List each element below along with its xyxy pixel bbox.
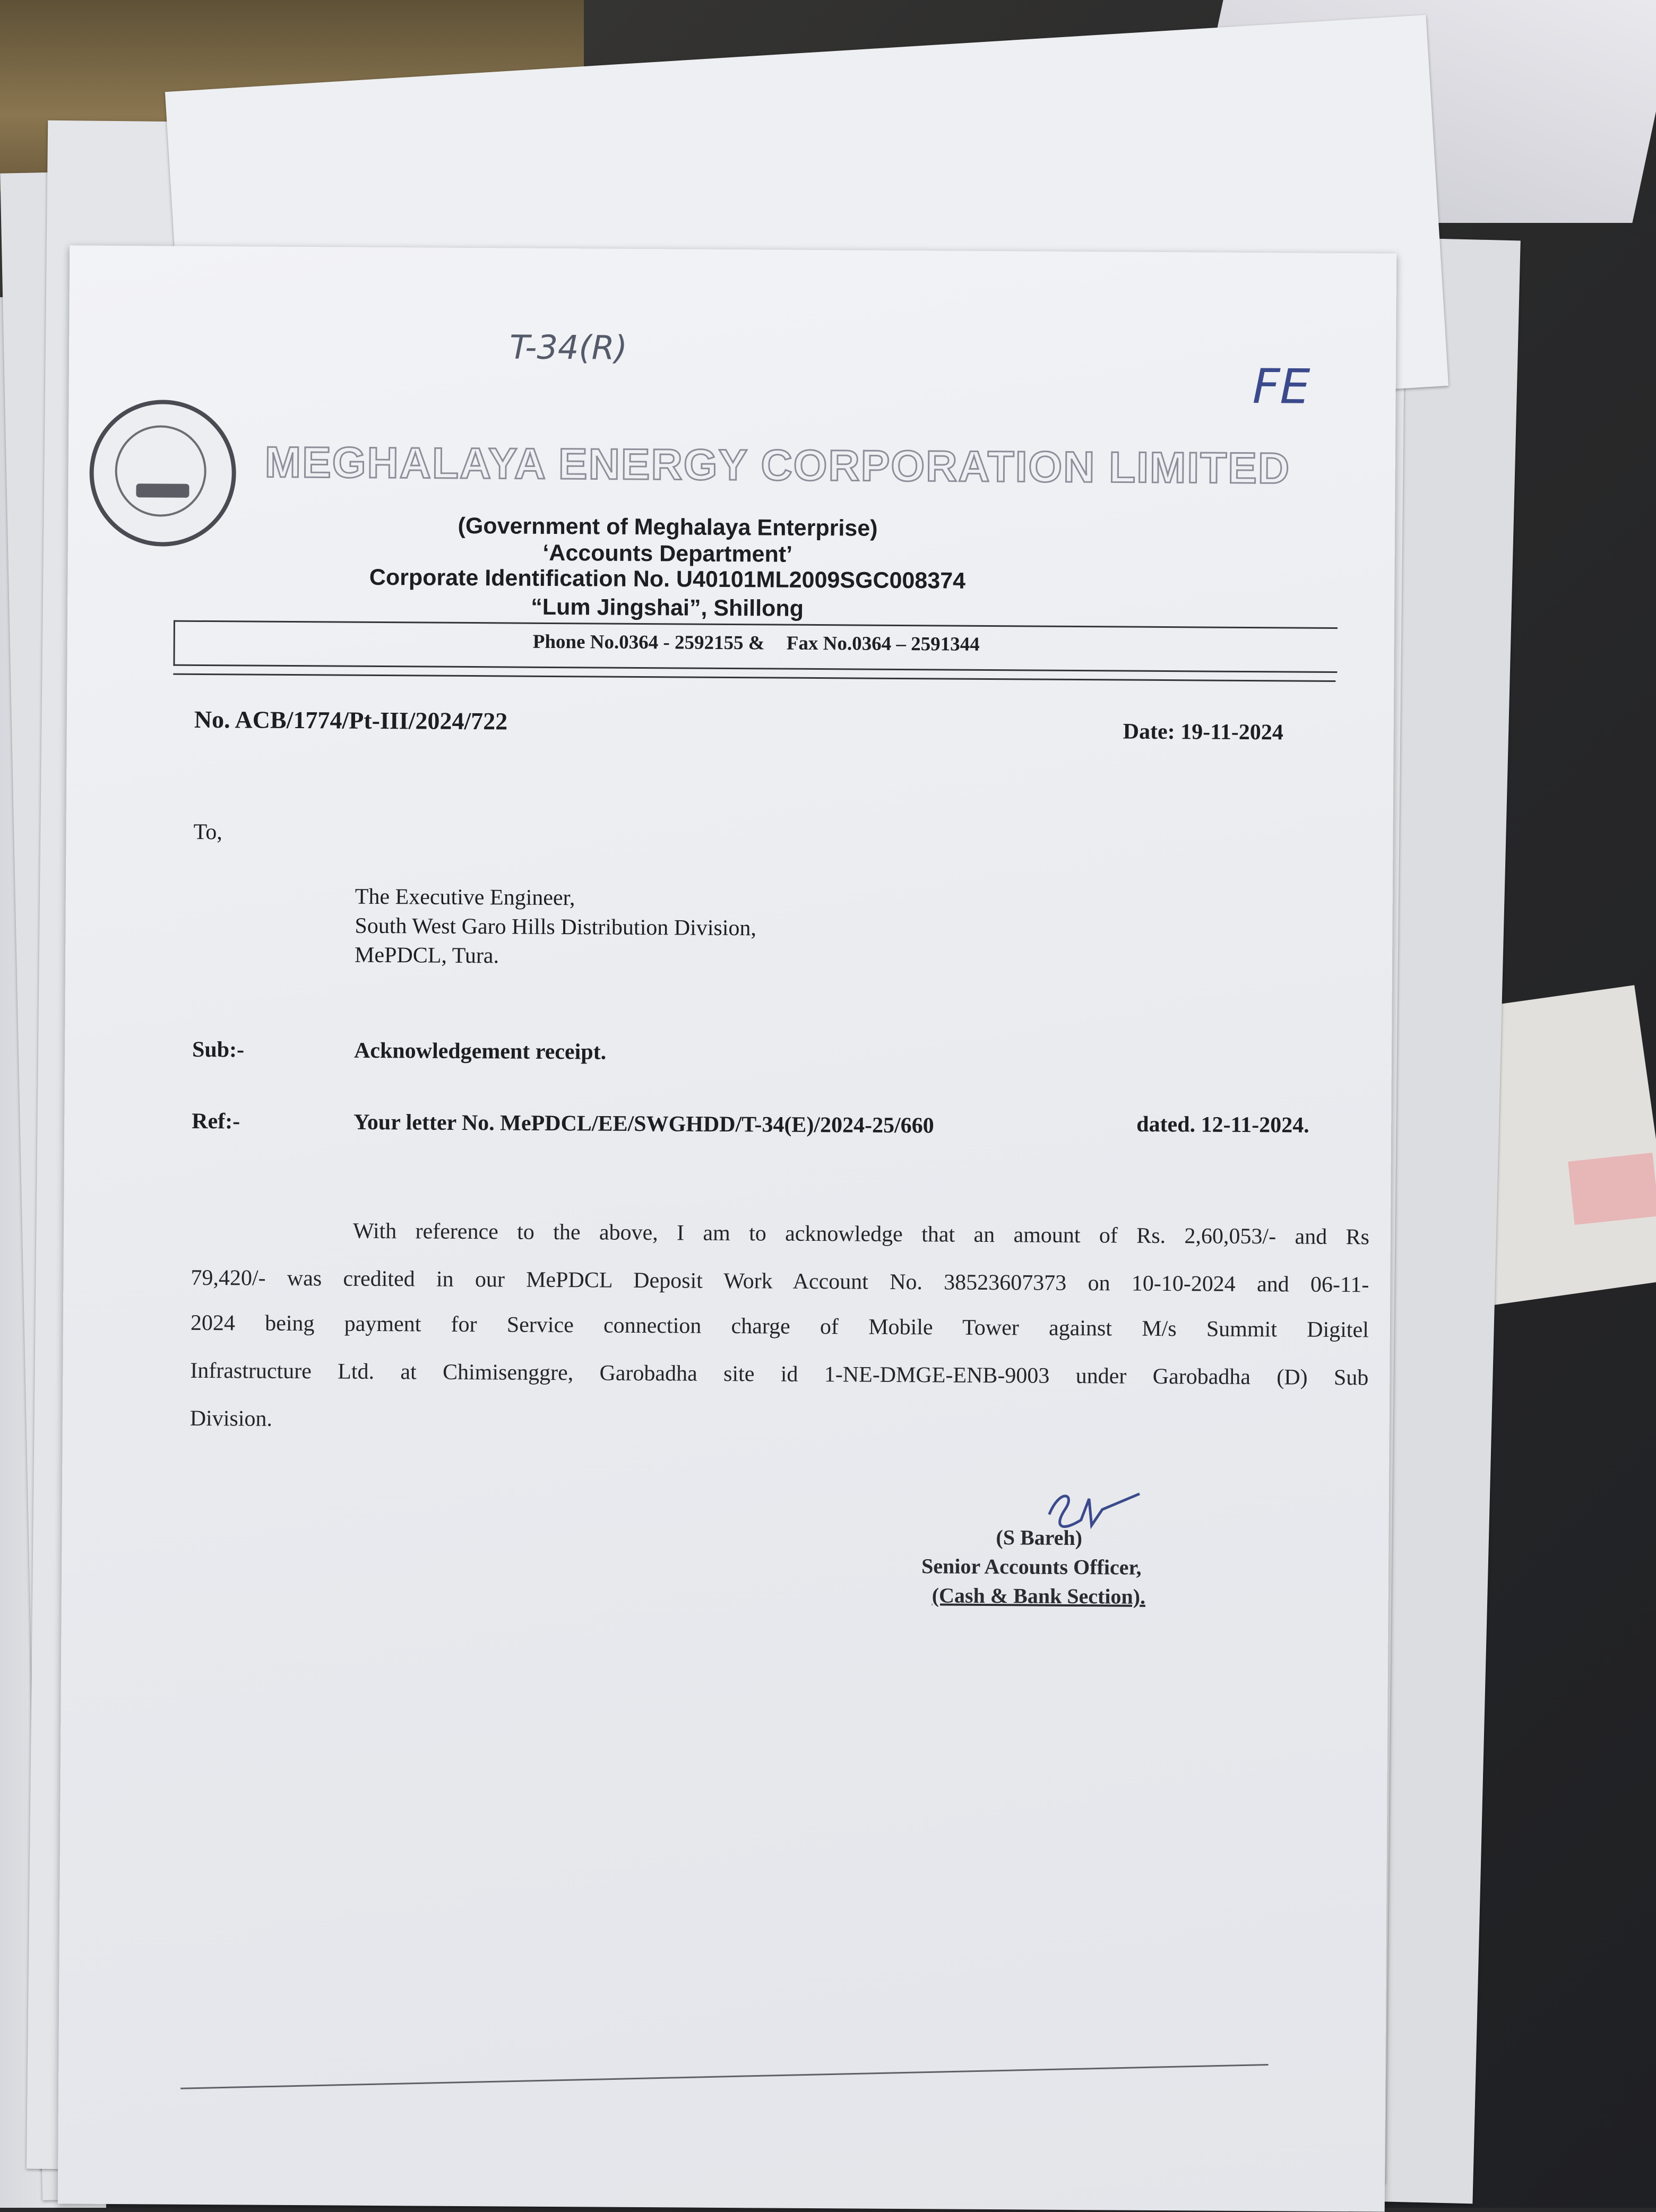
letterhead-line-4: “Lum Jingshai”, Shillong — [531, 594, 804, 621]
reference-value: Your letter No. MePDCL/EE/SWGHDD/T-34(E)/2024-25/660 — [353, 1110, 934, 1138]
company-name: MEGHALAYA ENERGY CORPORATION LIMITED — [264, 438, 1291, 493]
contact-line — [175, 628, 1338, 658]
body-line-3: 2024 being payment for Service connection charge of Mobile Tower against M/s Summit Digitel — [190, 1310, 1369, 1343]
address-line-1: The Executive Engineer, — [355, 884, 575, 911]
signatory-title: Senior Accounts Officer, — [921, 1554, 1142, 1579]
body-line-4: Infrastructure Ltd. at Chimisenggre, Garobadha site id 1-NE-DMGE-ENB-9003 under Garobadha (D) Sub — [190, 1358, 1369, 1390]
address-line-2: South West Garo Hills Distribution Division, — [355, 913, 757, 941]
footer-rule — [180, 2064, 1269, 2089]
subject-label: Sub:- — [192, 1037, 245, 1062]
company-seal-logo — [89, 400, 237, 547]
body-line-2: 79,420/- was credited in our MePDCL Deposit Work Account No. 38523607373 on 10-10-2024 and 06-11- — [191, 1265, 1369, 1298]
body-line-1: With reference to the above, I am to acknowledge that an amount of Rs. 2,60,053/- and Rs — [352, 1219, 1370, 1250]
seal-inner-ring — [115, 425, 206, 517]
letter-reference-number: No. ACB/1774/Pt-III/2024/722 — [194, 705, 508, 735]
seal-emblem — [136, 483, 189, 498]
address-line-3: MePDCL, Tura. — [354, 943, 499, 969]
handwritten-initials: FE — [1252, 359, 1310, 415]
to-label: To, — [193, 819, 222, 845]
phone-number: Phone No.0364 - 2592155 & — [532, 630, 765, 654]
letter-sheet — [58, 245, 1396, 2211]
letterhead-line-2: ‘Accounts Department’ — [542, 540, 793, 567]
signatory-name: (S Bareh) — [996, 1525, 1083, 1550]
subject-value: Acknowledgement receipt. — [353, 1038, 607, 1065]
reference-label: Ref:- — [192, 1109, 240, 1134]
reference-dated: dated. 12-11-2024. — [1136, 1112, 1309, 1138]
letter-date: Date: 19-11-2024 — [1123, 719, 1283, 745]
contact-box — [173, 620, 1337, 673]
letterhead-line-3: Corporate Identification No. U40101ML2009SGC008374 — [369, 564, 966, 594]
body-line-5: Division. — [189, 1406, 273, 1431]
header-divider — [173, 673, 1335, 682]
background-pink-paper — [1568, 1153, 1656, 1225]
handwritten-file-ref: T-34(R) — [509, 327, 628, 367]
fax-number: Fax No.0364 – 2591344 — [786, 632, 980, 655]
letterhead-line-1: (Government of Meghalaya Enterprise) — [458, 513, 878, 541]
signatory-section: (Cash & Bank Section). — [932, 1583, 1146, 1609]
